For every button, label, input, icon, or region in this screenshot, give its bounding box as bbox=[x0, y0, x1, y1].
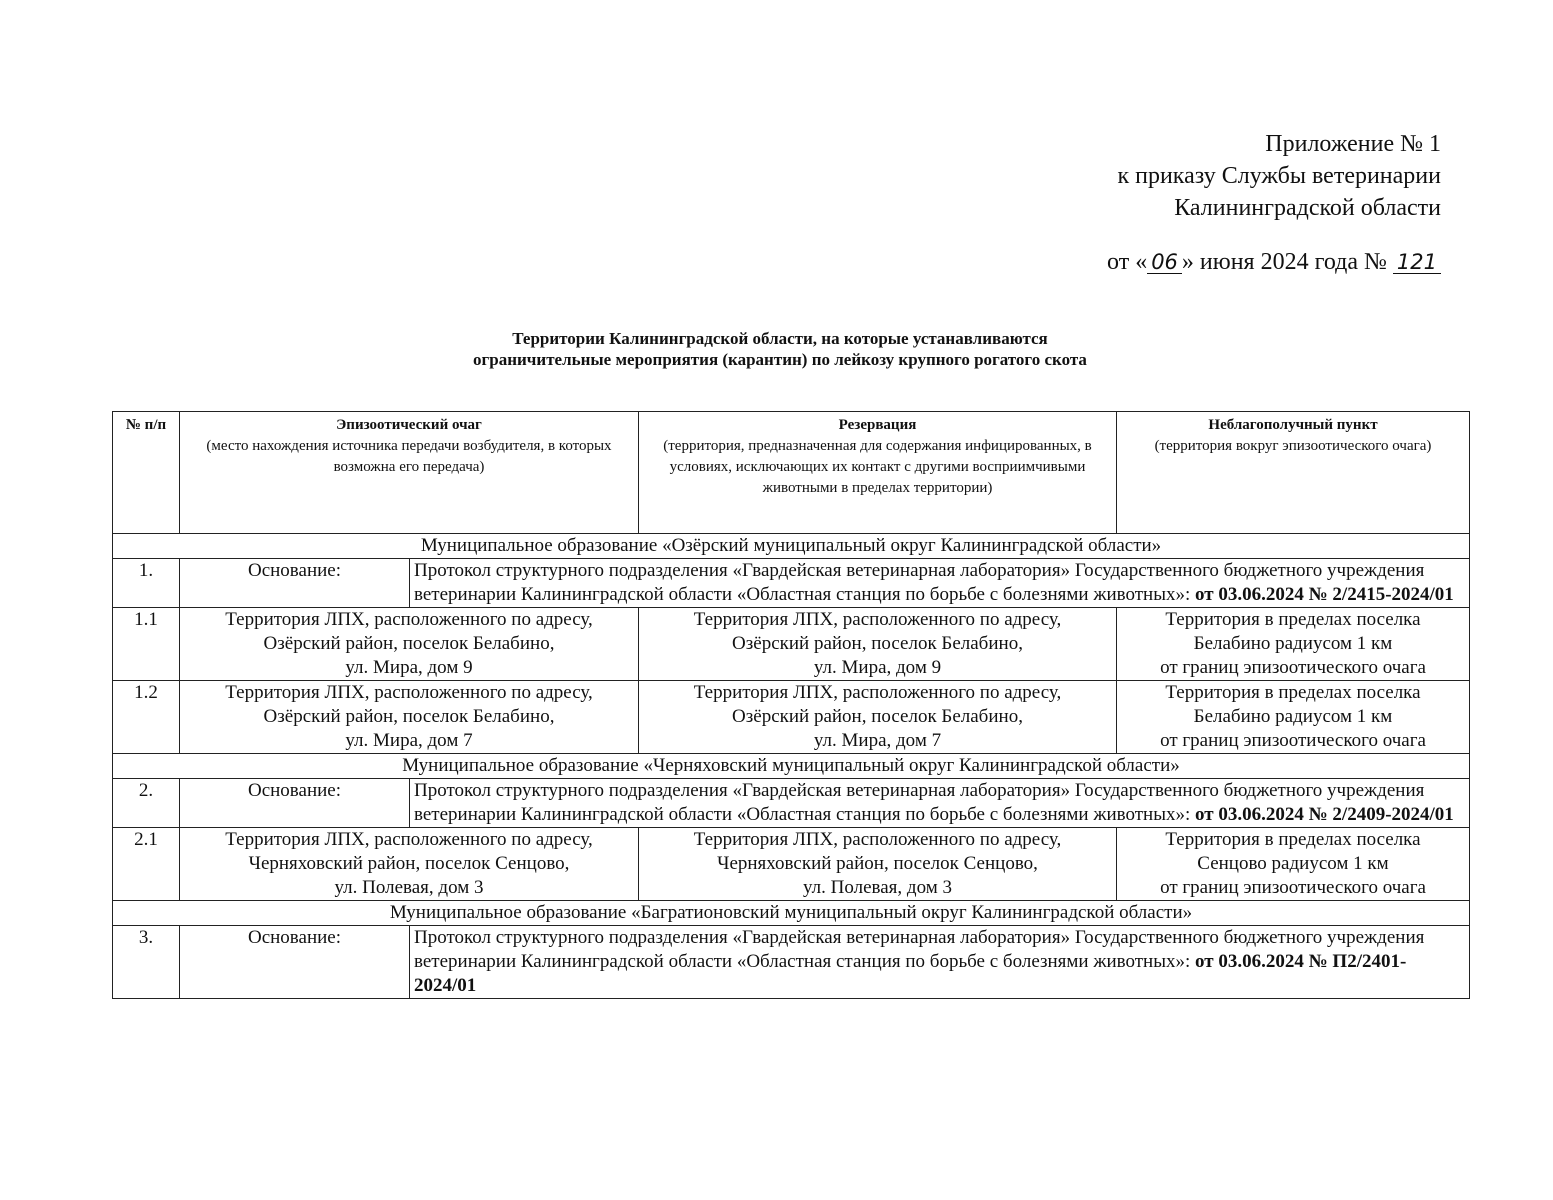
reserve-line: ул. Полевая, дом 3 bbox=[802, 877, 952, 898]
point-line: Территория в пределах поселка bbox=[1165, 682, 1421, 703]
reserve-line: ул. Мира, дом 7 bbox=[813, 730, 942, 751]
point-line: от границ эпизоотического очага bbox=[1160, 877, 1426, 898]
row-number: 1.1 bbox=[113, 608, 180, 681]
document-title-line-2: ограничительные мероприятия (карантин) по лейкозу крупного рогатого скота bbox=[473, 350, 1087, 369]
row-number: 3. bbox=[113, 926, 180, 999]
focus-line: ул. Мира, дом 9 bbox=[345, 657, 473, 678]
focus-line: Черняховский район, поселок Сенцово, bbox=[248, 853, 570, 874]
focus-cell bbox=[180, 608, 639, 681]
focus-line: ул. Полевая, дом 3 bbox=[334, 877, 484, 898]
table-row bbox=[113, 681, 1470, 754]
reserve-line: ул. Мира, дом 9 bbox=[813, 657, 942, 678]
basis-row bbox=[113, 926, 1470, 999]
point-line: Белабино радиусом 1 км bbox=[1193, 706, 1393, 727]
table-row bbox=[113, 828, 1470, 901]
reserve-line: Территория ЛПХ, расположенного по адресу, bbox=[693, 682, 1062, 703]
reserve-cell bbox=[639, 828, 1117, 901]
point-cell bbox=[1117, 681, 1470, 754]
reserve-line: Черняховский район, поселок Сенцово, bbox=[717, 853, 1038, 874]
date-middle: » июня 2024 года № bbox=[1181, 249, 1387, 275]
reserve-line: Озёрский район, поселок Белабино, bbox=[732, 706, 1023, 727]
basis-text: Протокол структурного подразделения «Гвардейская ветеринарная лаборатория» Государственного бюджетного учреждения ветеринарии Калининградской области «Областная станция по борьбе с болезнями животных»: от 03.06.2024 № 2/2409-2024/01 bbox=[410, 779, 1470, 828]
row-number: 2. bbox=[113, 779, 180, 828]
appendix-line-3: Калининградской области bbox=[1174, 195, 1441, 221]
date-day-handwritten: 06 bbox=[1147, 251, 1182, 274]
row-number: 1.2 bbox=[113, 681, 180, 754]
point-cell bbox=[1117, 608, 1470, 681]
basis-reference: от 03.06.2024 № 2/2409-2024/01 bbox=[1195, 804, 1454, 825]
basis-label: Основание: bbox=[180, 926, 410, 999]
point-line: Белабино радиусом 1 км bbox=[1193, 633, 1393, 654]
section-title: Муниципальное образование «Багратионовский муниципальный округ Калининградской области» bbox=[113, 901, 1470, 926]
focus-line: Территория ЛПХ, расположенного по адресу, bbox=[225, 682, 593, 703]
basis-text: Протокол структурного подразделения «Гвардейская ветеринарная лаборатория» Государственного бюджетного учреждения ветеринарии Калининградской области «Областная станция по борьбе с болезнями животных»: от 03.06.2024 № 2/2415-2024/01 bbox=[410, 559, 1470, 608]
point-line: Территория в пределах поселка bbox=[1165, 609, 1421, 630]
basis-reference: от 03.06.2024 № 2/2415-2024/01 bbox=[1195, 584, 1454, 605]
point-line: от границ эпизоотического очага bbox=[1160, 657, 1426, 678]
col-point-header: Неблагополучный пункт (территория вокруг эпизоотического очага) bbox=[1117, 412, 1470, 534]
focus-line: Территория ЛПХ, расположенного по адресу, bbox=[225, 829, 593, 850]
row-number: 1. bbox=[113, 559, 180, 608]
basis-text: Протокол структурного подразделения «Гвардейская ветеринарная лаборатория» Государственного бюджетного учреждения ветеринарии Калининградской области «Областная станция по борьбе с болезнями животных»: от 03.06.2024 № П2/2401-2024/01 bbox=[410, 926, 1470, 999]
appendix-header bbox=[1107, 128, 1441, 278]
section-title: Муниципальное образование «Озёрский муниципальный округ Калининградской области» bbox=[113, 534, 1470, 559]
appendix-line-1: Приложение № 1 bbox=[1265, 131, 1441, 157]
row-number: 2.1 bbox=[113, 828, 180, 901]
focus-cell bbox=[180, 681, 639, 754]
reserve-line: Территория ЛПХ, расположенного по адресу, bbox=[693, 609, 1062, 630]
table-header-row bbox=[113, 412, 1470, 534]
quarantine-table bbox=[112, 411, 1470, 999]
point-line: Территория в пределах поселка bbox=[1165, 829, 1421, 850]
focus-line: Территория ЛПХ, расположенного по адресу, bbox=[225, 609, 593, 630]
order-date-line bbox=[1107, 246, 1441, 278]
document-title bbox=[330, 328, 1230, 370]
reserve-line: Озёрский район, поселок Белабино, bbox=[732, 633, 1023, 654]
section-row bbox=[113, 901, 1470, 926]
reserve-cell bbox=[639, 681, 1117, 754]
date-prefix: от « bbox=[1107, 249, 1148, 275]
col-focus-header: Эпизоотический очаг (место нахождения источника передачи возбудителя, в которых возможна его передача) bbox=[180, 412, 639, 534]
focus-line: Озёрский район, поселок Белабино, bbox=[263, 633, 555, 654]
col-reserve-header: Резервация (территория, предназначенная для содержания инфицированных, в условиях, исключающих их контакт с другими восприимчивыми животными в пределах территории) bbox=[639, 412, 1117, 534]
section-title: Муниципальное образование «Черняховский муниципальный округ Калининградской области» bbox=[113, 754, 1470, 779]
order-number-handwritten: 121 bbox=[1393, 251, 1441, 274]
reserve-cell bbox=[639, 608, 1117, 681]
reserve-line: Территория ЛПХ, расположенного по адресу, bbox=[693, 829, 1062, 850]
point-cell bbox=[1117, 828, 1470, 901]
section-row bbox=[113, 754, 1470, 779]
focus-line: ул. Мира, дом 7 bbox=[345, 730, 473, 751]
basis-label: Основание: bbox=[180, 779, 410, 828]
point-line: Сенцово радиусом 1 км bbox=[1197, 853, 1389, 874]
basis-row bbox=[113, 559, 1470, 608]
point-line: от границ эпизоотического очага bbox=[1160, 730, 1426, 751]
focus-cell bbox=[180, 828, 639, 901]
table-row bbox=[113, 608, 1470, 681]
basis-label: Основание: bbox=[180, 559, 410, 608]
basis-row bbox=[113, 779, 1470, 828]
document-title-line-1: Территории Калининградской области, на которые устанавливаются bbox=[512, 329, 1048, 348]
focus-line: Озёрский район, поселок Белабино, bbox=[263, 706, 555, 727]
section-row bbox=[113, 534, 1470, 559]
basis-reference: от 03.06.2024 № П2/2401-2024/01 bbox=[414, 951, 1407, 996]
appendix-line-2: к приказу Службы ветеринарии bbox=[1117, 163, 1441, 189]
col-num-header: № п/п bbox=[113, 412, 180, 534]
